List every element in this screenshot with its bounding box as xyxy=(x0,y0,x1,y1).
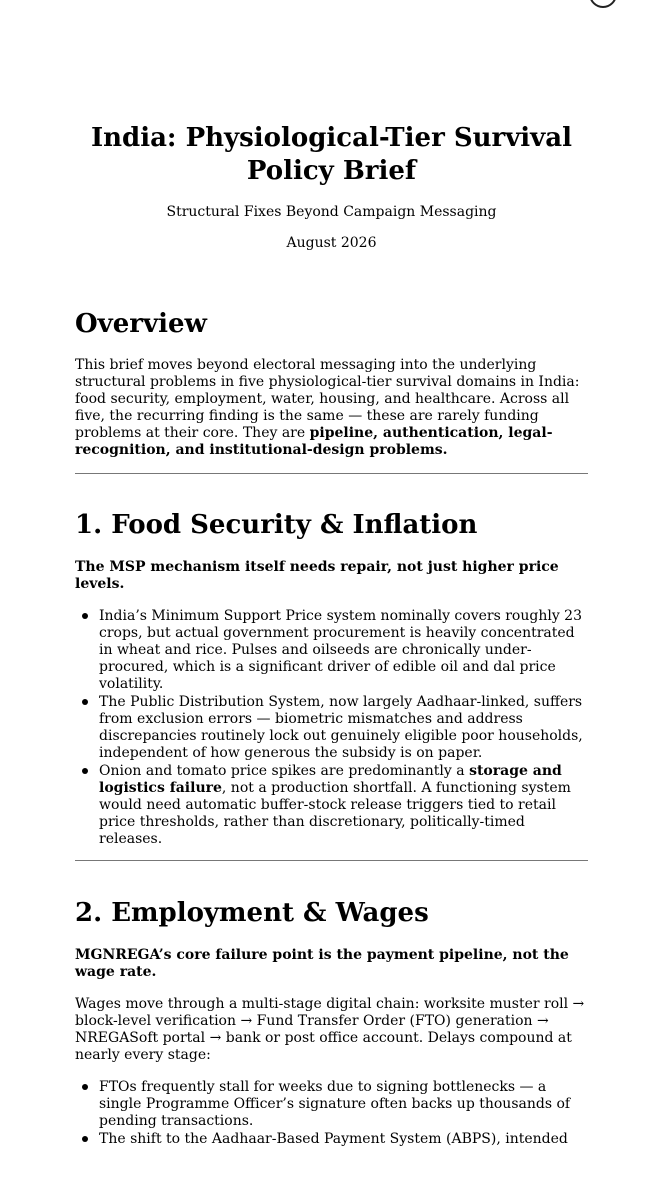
section2-heading: 2. Employment & Wages xyxy=(75,898,429,928)
section2-bullet-list xyxy=(75,1079,588,1149)
document-subtitle: Structural Fixes Beyond Campaign Messaging xyxy=(166,204,497,220)
section1-bullet-list xyxy=(75,608,588,849)
document-title: India: Physiological-Tier Survival Policy Brief xyxy=(90,123,573,186)
overview-paragraph xyxy=(75,357,588,459)
overview-heading: Overview xyxy=(75,309,207,339)
section2-lead: MGNREGA’s core failure point is the payment pipeline, not the wage rate. xyxy=(75,947,569,980)
list-item: The shift to the Aadhaar-Based Payment System (ABPS), intended xyxy=(75,1131,588,1148)
list-item: The Public Distribution System, now largely Aadhaar-linked, suffers from exclusion errors — biometric mismatches and address discrepancies routinely lock out genuinely eligible poor households, independent of how generous the subsidy is on paper. xyxy=(75,694,588,762)
section2-paragraph: Wages move through a multi-stage digital chain: worksite muster roll → block-level verification → Fund Transfer Order (FTO) generation → NREGASoft portal → bank or post office account. Delays compound at nearly every stage: xyxy=(75,996,585,1063)
circle-icon xyxy=(589,0,617,8)
overview-emphasis: pipeline, authentication, legal-recognition, and institutional-design problems. xyxy=(75,425,553,458)
bullet3-text-end: , not a production shortfall. A functioning system would need automatic buffer-stock release triggers tied to retail price thresholds, rather than discretionary, politically-timed releases. xyxy=(99,780,571,847)
section-divider xyxy=(75,860,588,861)
list-item xyxy=(75,763,588,848)
overview-text: This brief moves beyond electoral messaging into the underlying structural problems in five physiological-tier survival domains in India: food security, employment, water, housing, and healthcare. Across all five, the recurring finding is the same — these are rarely funding problems at their core. They are xyxy=(75,357,580,441)
list-item: FTOs frequently stall for weeks due to signing bottlenecks — a single Programme Officer’s signature often backs up thousands of pending transactions. xyxy=(75,1079,588,1130)
bullet3-text-start: Onion and tomato price spikes are predominantly a xyxy=(99,763,470,779)
bullet3-emphasis: storage and logistics failure xyxy=(99,763,562,796)
document-date: August 2026 xyxy=(286,235,377,251)
section1-lead: The MSP mechanism itself needs repair, not just higher price levels. xyxy=(75,559,559,592)
section-divider xyxy=(75,473,588,474)
list-item: India’s Minimum Support Price system nominally covers roughly 23 crops, but actual government procurement is heavily concentrated in wheat and rice. Pulses and oilseeds are chronically under-procured, which is a significant driver of edible oil and dal price volatility. xyxy=(75,608,588,693)
section1-heading: 1. Food Security & Inflation xyxy=(75,510,478,540)
